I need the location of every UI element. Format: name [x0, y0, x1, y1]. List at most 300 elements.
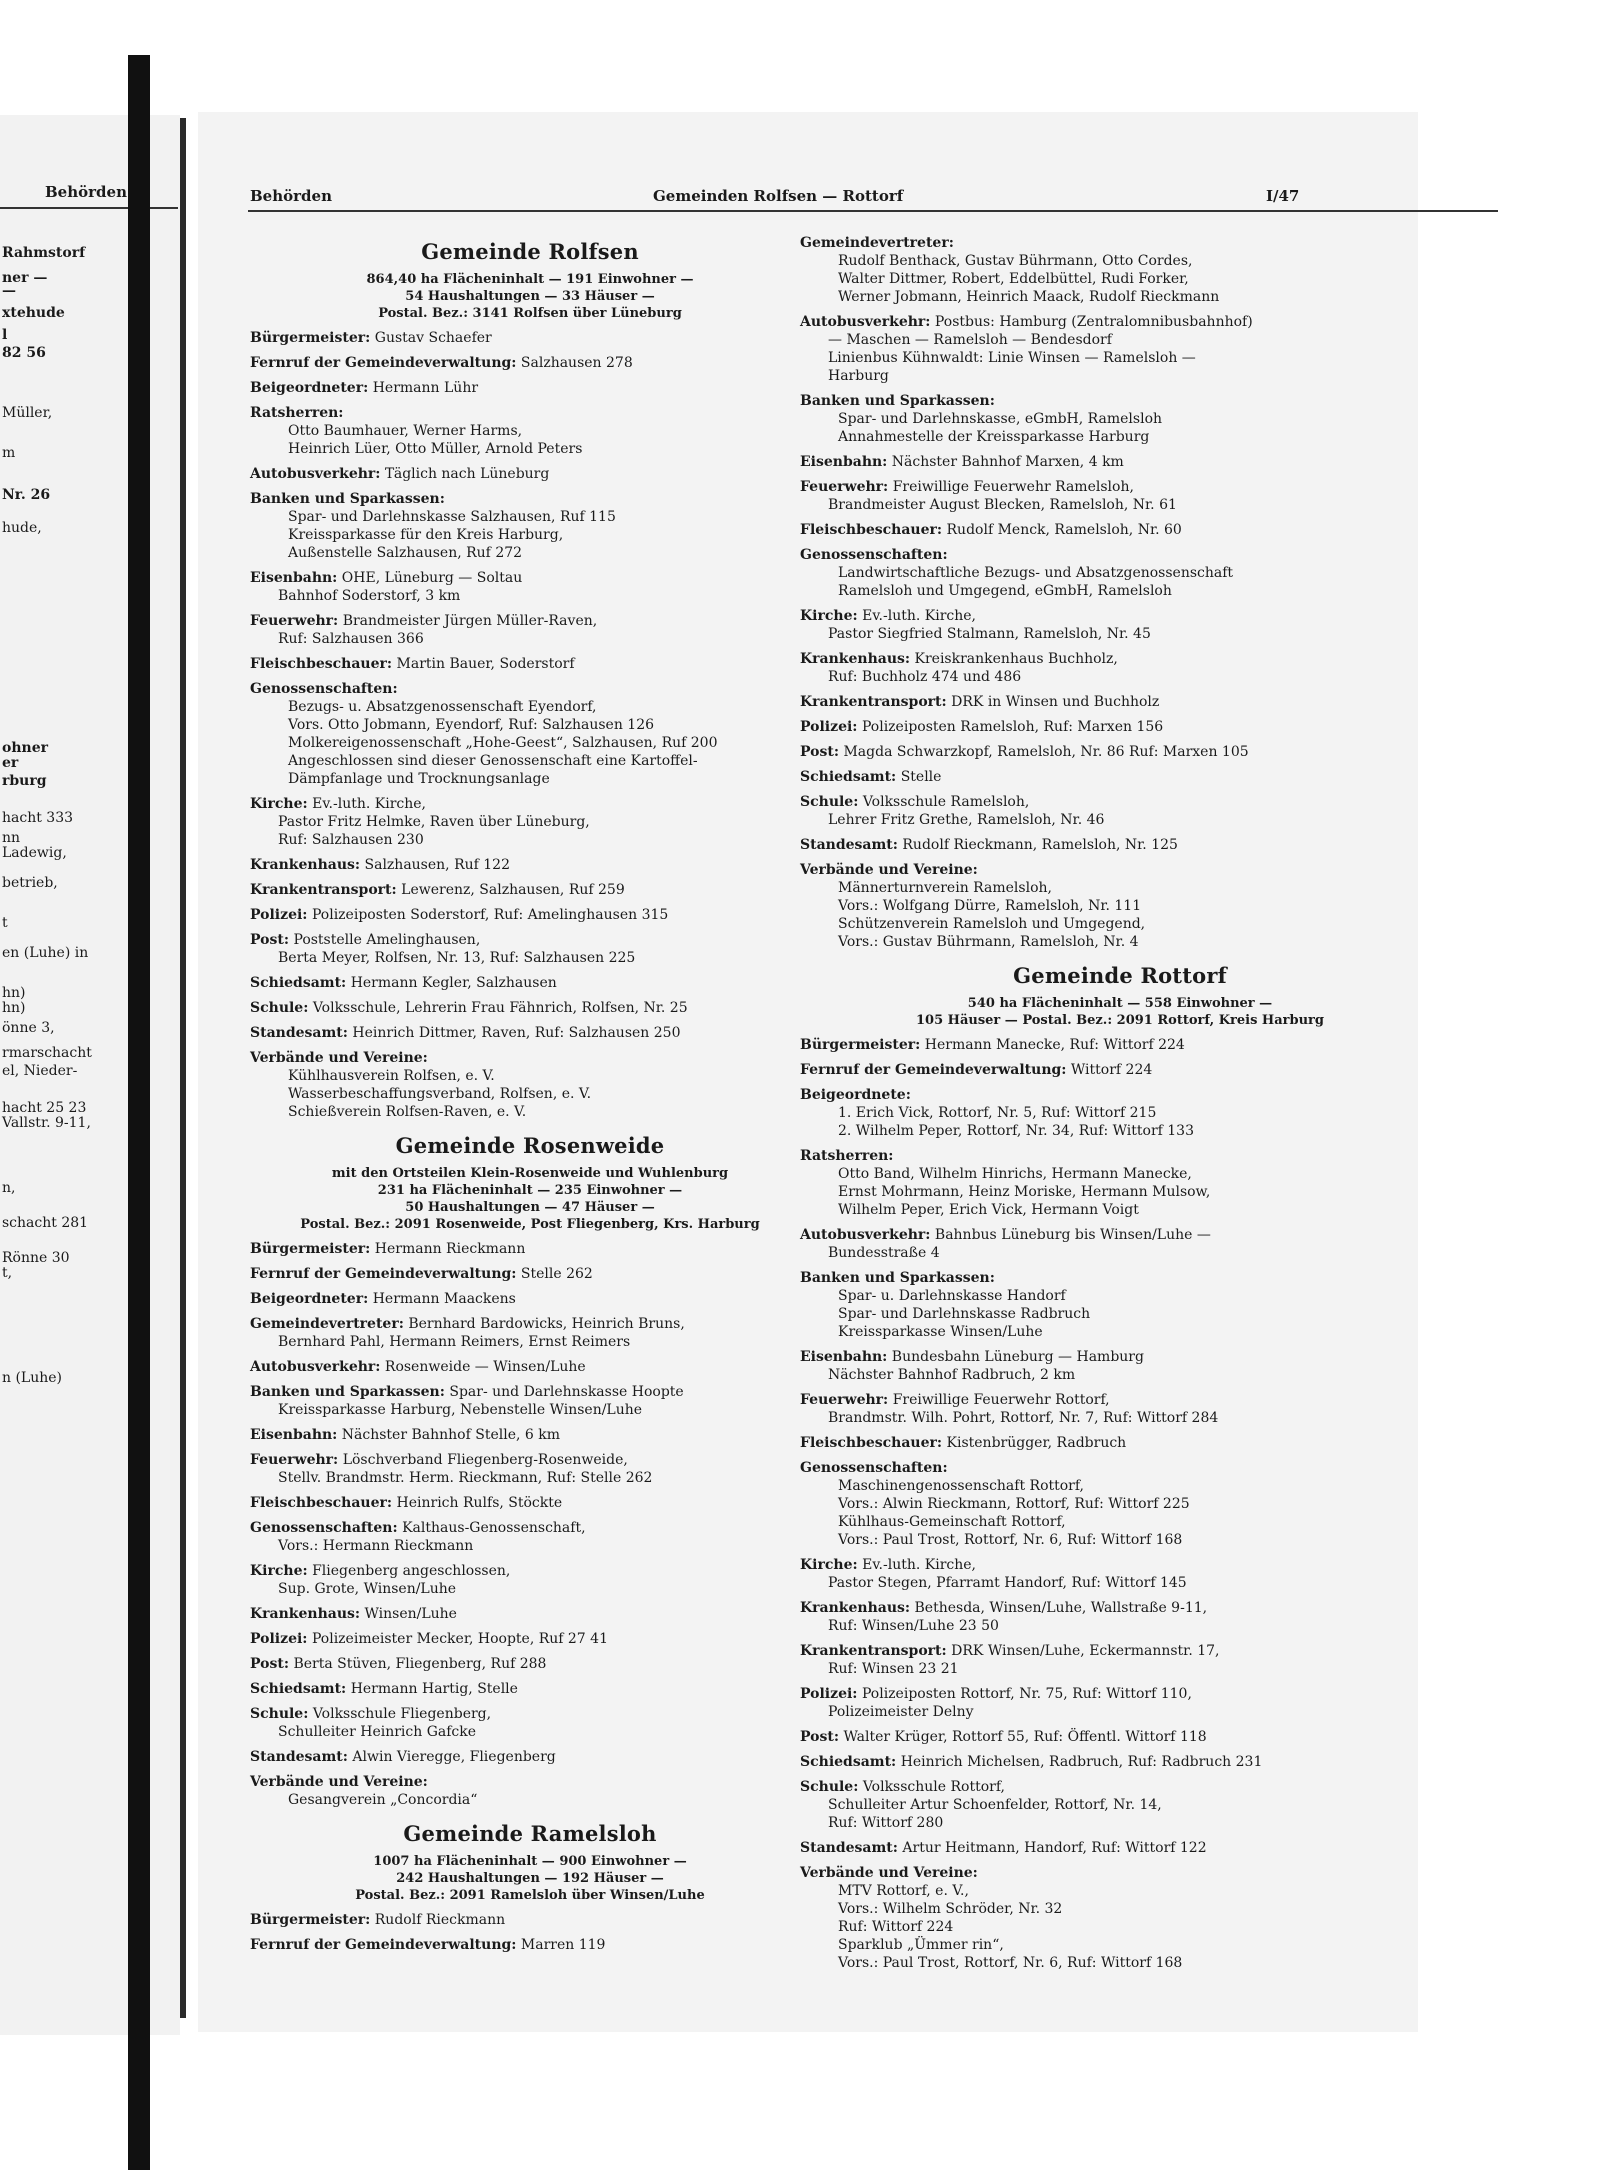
entry-first-line [800, 1061, 1440, 1079]
entry-value: Hermann Kegler, Salzhausen [350, 975, 557, 991]
entry-first-line [800, 1864, 1440, 1882]
entry-first-line [250, 1562, 810, 1580]
entry-detail-line: Heinrich Lüer, Otto Müller, Arnold Peters [288, 441, 583, 457]
entry-label: Schiedsamt: [250, 1681, 347, 1697]
entry-value: Poststelle Amelinghausen, [293, 932, 481, 948]
directory-entry [250, 1049, 810, 1121]
entry-label: Fernruf der Gemeindeverwaltung: [250, 1266, 517, 1282]
entry-label: Polizei: [800, 719, 858, 735]
entry-first-line [250, 1936, 810, 1954]
entry-first-line [250, 329, 810, 347]
entry-value: Heinrich Dittmer, Raven, Ruf: Salzhausen 250 [352, 1025, 681, 1041]
directory-entry [800, 793, 1440, 829]
entry-label: Fleischbeschauer: [800, 522, 943, 538]
entry-value: Brandmeister Jürgen Müller-Raven, [342, 613, 598, 629]
entry-value: Bernhard Bardowicks, Heinrich Bruns, [408, 1316, 685, 1332]
entry-first-line [250, 465, 810, 483]
directory-entry [800, 1753, 1440, 1771]
entry-label: Krankenhaus: [250, 857, 361, 873]
stats-line: 540 ha Flächeninhalt — 558 Einwohner — [967, 996, 1273, 1011]
directory-entry [250, 1265, 810, 1283]
entry-detail-line: Kreissparkasse Winsen/Luhe [838, 1324, 1043, 1340]
entry-first-line [250, 354, 810, 372]
entry-detail-line: Berta Meyer, Rolfsen, Nr. 13, Ruf: Salzhausen 225 [278, 950, 636, 966]
entry-detail-line: Spar- und Darlehnskasse Salzhausen, Ruf 115 [288, 509, 616, 525]
entry-detail-line: Spar- u. Darlehnskasse Handorf [838, 1288, 1066, 1304]
entry-label: Kirche: [800, 1557, 858, 1573]
entry-detail-line: Lehrer Fritz Grethe, Ramelsloh, Nr. 46 [828, 812, 1105, 828]
entry-label: Feuerwehr: [250, 1452, 339, 1468]
directory-entry [250, 1936, 810, 1954]
entry-value: Volksschule Fliegenberg, [312, 1706, 492, 1722]
entry-label: Fleischbeschauer: [250, 1495, 393, 1511]
entry-first-line [250, 1705, 810, 1723]
entry-detail-line: Gesangverein „Concordia“ [288, 1792, 478, 1808]
entry-first-line [250, 404, 810, 422]
entry-value: Kreiskrankenhaus Buchholz, [914, 651, 1118, 667]
entry-first-line [250, 1358, 810, 1376]
entry-value: Rudolf Rieckmann [374, 1912, 506, 1928]
entry-value: Stelle 262 [520, 1266, 593, 1282]
directory-entry [250, 569, 810, 605]
municipality-title: Gemeinde Rosenweide [395, 1133, 665, 1158]
entry-first-line [800, 1685, 1440, 1703]
entry-detail-line: Ruf: Wittorf 280 [828, 1815, 944, 1831]
entry-value: Bethesda, Winsen/Luhe, Wallstraße 9-11, [914, 1600, 1208, 1616]
directory-entry [250, 1451, 810, 1487]
directory-entry [800, 478, 1440, 514]
entry-first-line [250, 1426, 810, 1444]
entry-first-line [800, 1839, 1440, 1857]
stats-line: 1007 ha Flächeninhalt — 900 Einwohner — [373, 1854, 687, 1869]
directory-entry [800, 234, 1440, 306]
entry-detail-line: Harburg [828, 368, 889, 384]
left-fragment: m [2, 445, 16, 461]
directory-entry [250, 1290, 810, 1308]
entry-label: Genossenschaften: [800, 547, 948, 563]
entry-detail-line: Bundesstraße 4 [828, 1245, 940, 1261]
entry-first-line [250, 1655, 810, 1673]
directory-entry [800, 1599, 1440, 1635]
entry-label: Standesamt: [800, 1840, 898, 1856]
entry-label: Fernruf der Gemeindeverwaltung: [800, 1062, 1067, 1078]
entry-label: Bürgermeister: [250, 1241, 371, 1257]
entry-label: Beigeordneter: [250, 1291, 369, 1307]
entry-label: Gemeindevertreter: [250, 1316, 404, 1332]
entry-detail-line: Ramelsloh und Umgegend, eGmbH, Ramelsloh [838, 583, 1172, 599]
directory-entry [800, 1147, 1440, 1219]
entry-value: Hermann Hartig, Stelle [350, 1681, 518, 1697]
entry-first-line [250, 795, 810, 813]
entry-label: Feuerwehr: [250, 613, 339, 629]
entry-detail-line: Ruf: Salzhausen 366 [278, 631, 424, 647]
entry-detail-line: Schulleiter Artur Schoenfelder, Rottorf, Nr. 14, [828, 1797, 1162, 1813]
directory-entry [800, 521, 1440, 539]
directory-entry [800, 313, 1440, 385]
directory-entry [800, 1086, 1440, 1140]
entry-value: Ev.-luth. Kirche, [862, 1557, 977, 1573]
directory-entry [800, 546, 1440, 600]
entry-detail-line: Kreissparkasse für den Kreis Harburg, [288, 527, 564, 543]
entry-label: Kirche: [800, 608, 858, 624]
entry-value: Polizeiposten Ramelsloh, Ruf: Marxen 156 [861, 719, 1164, 735]
directory-entry [800, 1778, 1440, 1832]
entry-first-line [250, 1630, 810, 1648]
entry-value: Salzhausen, Ruf 122 [364, 857, 510, 873]
entry-label: Banken und Sparkassen: [800, 393, 995, 409]
entry-value: Polizeiposten Rottorf, Nr. 75, Ruf: Wittorf 110, [861, 1686, 1192, 1702]
entry-label: Krankentransport: [800, 694, 947, 710]
entry-detail-line: Ruf: Winsen 23 21 [828, 1661, 959, 1677]
running-head-center: Gemeinden Rolfsen — Rottorf [653, 187, 904, 205]
entry-value: Freiwillige Feuerwehr Rottorf, [892, 1392, 1110, 1408]
entry-detail-line: Spar- und Darlehnskasse Radbruch [838, 1306, 1091, 1322]
entry-detail-line: Linienbus Kühnwaldt: Linie Winsen — Ramelsloh — [828, 350, 1196, 366]
entry-detail-line: Ruf: Salzhausen 230 [278, 832, 424, 848]
entry-first-line [250, 1265, 810, 1283]
directory-entry [800, 1036, 1440, 1054]
entry-first-line [800, 1599, 1440, 1617]
entry-label: Kirche: [250, 796, 308, 812]
entry-label: Gemeindevertreter: [800, 235, 954, 251]
entry-first-line [250, 1290, 810, 1308]
directory-entry [250, 655, 810, 673]
entry-label: Krankentransport: [800, 1643, 947, 1659]
entry-first-line [800, 693, 1440, 711]
entry-first-line [250, 1773, 810, 1791]
entry-detail-line: Ruf: Wittorf 224 [838, 1919, 954, 1935]
entry-first-line [800, 1391, 1440, 1409]
entry-label: Feuerwehr: [800, 1392, 889, 1408]
entry-label: Post: [800, 1729, 840, 1745]
directory-entry [800, 1642, 1440, 1678]
entry-first-line [800, 1434, 1440, 1452]
entry-label: Eisenbahn: [250, 1427, 338, 1443]
stats-line: 50 Haushaltungen — 47 Häuser — [405, 1200, 655, 1215]
entry-value: Heinrich Michelsen, Radbruch, Ruf: Radbruch 231 [900, 1754, 1263, 1770]
entry-first-line [800, 836, 1440, 854]
entry-label: Beigeordneter: [250, 380, 369, 396]
entry-value: Volksschule, Lehrerin Frau Fähnrich, Rolfsen, Nr. 25 [312, 1000, 688, 1016]
entry-label: Genossenschaften: [800, 1460, 948, 1476]
entry-first-line [800, 392, 1440, 410]
entry-value: Rudolf Rieckmann, Ramelsloh, Nr. 125 [902, 837, 1178, 853]
directory-entry [250, 680, 810, 788]
entry-value: Ev.-luth. Kirche, [862, 608, 977, 624]
directory-entry [250, 1605, 810, 1623]
left-fragment: Nr. 26 [2, 487, 51, 503]
directory-entry [250, 906, 810, 924]
entry-first-line [250, 680, 810, 698]
entry-label: Genossenschaften: [250, 681, 398, 697]
entry-first-line [250, 999, 810, 1017]
entry-value: Täglich nach Lüneburg [384, 466, 550, 482]
entry-label: Verbände und Vereine: [250, 1050, 428, 1066]
entry-value: Hermann Manecke, Ruf: Wittorf 224 [924, 1037, 1185, 1053]
entry-detail-line: Schützenverein Ramelsloh und Umgegend, [838, 916, 1146, 932]
left-fragment: ner — [2, 270, 48, 286]
entry-label: Banken und Sparkassen: [800, 1270, 995, 1286]
stats-line: 864,40 ha Flächeninhalt — 191 Einwohner — [366, 272, 694, 287]
entry-label: Bürgermeister: [250, 1912, 371, 1928]
entry-detail-line: Wasserbeschaffungsverband, Rolfsen, e. V. [288, 1086, 592, 1102]
entry-first-line [800, 1086, 1440, 1104]
entry-detail-line: Schulleiter Heinrich Gafcke [278, 1724, 477, 1740]
entry-detail-line: Bahnhof Soderstorf, 3 km [278, 588, 461, 604]
entry-label: Feuerwehr: [800, 479, 889, 495]
entry-detail-line: Vors.: Hermann Rieckmann [278, 1538, 474, 1554]
directory-entry [800, 650, 1440, 686]
entry-value: Hermann Maackens [372, 1291, 516, 1307]
municipality-title: Gemeinde Rottorf [1013, 963, 1227, 988]
directory-entry [800, 1839, 1440, 1857]
stats-line: mit den Ortsteilen Klein-Rosenweide und Wuhlenburg [331, 1166, 729, 1181]
directory-entry [250, 1630, 810, 1648]
entry-value: Hermann Lühr [372, 380, 479, 396]
left-fragment: betrieb, [2, 875, 58, 891]
entry-label: Fleischbeschauer: [250, 656, 393, 672]
directory-entry [250, 974, 810, 992]
entry-first-line [250, 931, 810, 949]
entry-label: Verbände und Vereine: [800, 1865, 978, 1881]
entry-first-line [800, 478, 1440, 496]
entry-first-line [250, 1680, 810, 1698]
directory-entry [250, 490, 810, 562]
directory-entry [250, 1562, 810, 1598]
directory-entry [250, 379, 810, 397]
left-fragment: n (Luhe) [2, 1370, 63, 1386]
entry-label: Polizei: [800, 1686, 858, 1702]
directory-entry [250, 881, 810, 899]
entry-label: Schule: [800, 794, 859, 810]
running-head-left: Behörden [250, 187, 332, 205]
entry-first-line [250, 1240, 810, 1258]
entry-detail-line: Kühlhausverein Rolfsen, e. V. [288, 1068, 495, 1084]
entry-label: Polizei: [250, 1631, 308, 1647]
right-column [800, 227, 1440, 1972]
entry-detail-line: Molkereigenossenschaft „Hohe-Geest“, Salzhausen, Ruf 200 [288, 735, 718, 751]
entry-label: Autobusverkehr: [800, 1227, 931, 1243]
entry-detail-line: Walter Dittmer, Robert, Eddelbüttel, Rudi Forker, [838, 271, 1189, 287]
directory-entry [250, 404, 810, 458]
entry-value: Postbus: Hamburg (Zentralomnibusbahnhof) [934, 314, 1253, 330]
entry-label: Autobusverkehr: [250, 466, 381, 482]
entry-first-line [800, 1036, 1440, 1054]
entry-label: Krankenhaus: [250, 1606, 361, 1622]
entry-detail-line: Spar- und Darlehnskasse, eGmbH, Ramelsloh [838, 411, 1163, 427]
directory-entry [800, 1864, 1440, 1972]
directory-entry [250, 1383, 810, 1419]
entry-value: Bundesbahn Lüneburg — Hamburg [891, 1349, 1144, 1365]
entry-value: OHE, Lüneburg — Soltau [341, 570, 523, 586]
entry-detail-line: Bezugs- u. Absatzgenossenschaft Eyendorf, [288, 699, 597, 715]
entry-label: Schiedsamt: [250, 975, 347, 991]
entry-label: Ratsherren: [250, 405, 344, 421]
entry-first-line [800, 743, 1440, 761]
entry-value: Berta Stüven, Fliegenberg, Ruf 288 [293, 1656, 547, 1672]
municipality-stats [250, 271, 810, 322]
directory-entry [250, 999, 810, 1017]
entry-value: Martin Bauer, Soderstorf [396, 656, 575, 672]
entry-first-line [800, 546, 1440, 564]
entry-first-line [800, 453, 1440, 471]
entry-detail-line: Brandmstr. Wilh. Pohrt, Rottorf, Nr. 7, Ruf: Wittorf 284 [828, 1410, 1219, 1426]
entry-detail-line: MTV Rottorf, e. V., [838, 1883, 969, 1899]
entry-detail-line: Pastor Stegen, Pfarramt Handorf, Ruf: Wittorf 145 [828, 1575, 1187, 1591]
stats-line: Postal. Bez.: 3141 Rolfsen über Lüneburg [378, 306, 682, 321]
entry-value: Lewerenz, Salzhausen, Ruf 259 [401, 882, 625, 898]
directory-entry [800, 1061, 1440, 1079]
main-page [198, 112, 1418, 2032]
entry-value: Bahnbus Lüneburg bis Winsen/Luhe — [934, 1227, 1211, 1243]
entry-detail-line: Männerturnverein Ramelsloh, [838, 880, 1052, 896]
left-fragment: rburg [2, 773, 47, 789]
left-column [250, 227, 810, 1954]
entry-detail-line: Werner Jobmann, Heinrich Maack, Rudolf Rieckmann [838, 289, 1220, 305]
entry-value: Freiwillige Feuerwehr Ramelsloh, [892, 479, 1134, 495]
directory-entry [250, 795, 810, 849]
municipality-title: Gemeinde Ramelsloh [403, 1821, 657, 1846]
directory-entry [800, 1269, 1440, 1341]
entry-detail-line: Bernhard Pahl, Hermann Reimers, Ernst Reimers [278, 1334, 631, 1350]
entry-value: Kistenbrügger, Radbruch [946, 1435, 1127, 1451]
entry-label: Banken und Sparkassen: [250, 491, 445, 507]
entry-first-line [800, 793, 1440, 811]
left-page-header: Behörden [45, 183, 127, 201]
entry-detail-line: — Maschen — Ramelsloh — Bendesdorf [828, 332, 1112, 348]
left-fragment: rmarschacht [2, 1045, 92, 1061]
left-fragment: 82 56 [2, 345, 46, 361]
entry-value: Fliegenberg angeschlossen, [312, 1563, 511, 1579]
entry-value: Spar- und Darlehnskasse Hoopte [449, 1384, 684, 1400]
entry-label: Fernruf der Gemeindeverwaltung: [250, 1937, 517, 1953]
left-fragment: Müller, [2, 405, 53, 421]
entry-detail-line: Vors.: Wolfgang Dürre, Ramelsloh, Nr. 111 [838, 898, 1142, 914]
entry-detail-line: 1. Erich Vick, Rottorf, Nr. 5, Ruf: Wittorf 215 [838, 1105, 1157, 1121]
entry-first-line [250, 655, 810, 673]
entry-label: Fleischbeschauer: [800, 1435, 943, 1451]
entry-value: Rudolf Menck, Ramelsloh, Nr. 60 [946, 522, 1182, 538]
directory-entry [250, 1426, 810, 1444]
directory-entry [800, 1685, 1440, 1721]
left-fragment: hacht 25 23 [2, 1100, 87, 1116]
page-edge [180, 118, 186, 2018]
left-fragment: hn) [2, 985, 26, 1001]
entry-first-line [800, 521, 1440, 539]
entry-first-line [800, 1147, 1440, 1165]
entry-detail-line: Landwirtschaftliche Bezugs- und Absatzgenossenschaft [838, 565, 1234, 581]
directory-entry [800, 453, 1440, 471]
entry-first-line [250, 1383, 810, 1401]
entry-value: Heinrich Rulfs, Stöckte [396, 1495, 563, 1511]
stats-line: 105 Häuser — Postal. Bez.: 2091 Rottorf, Kreis Harburg [916, 1013, 1324, 1028]
directory-entry [250, 1315, 810, 1351]
entry-value: Ev.-luth. Kirche, [312, 796, 427, 812]
entry-first-line [800, 1753, 1440, 1771]
entry-label: Standesamt: [250, 1749, 348, 1765]
left-fragment: hn) [2, 1000, 26, 1016]
entry-label: Post: [250, 932, 290, 948]
entry-value: Löschverband Fliegenberg-Rosenweide, [342, 1452, 628, 1468]
entry-first-line [250, 1911, 810, 1929]
entry-detail-line: Vors.: Gustav Bührmann, Ramelsloh, Nr. 4 [838, 934, 1139, 950]
entry-first-line [800, 1556, 1440, 1574]
entry-detail-line: Wilhelm Peper, Erich Vick, Hermann Voigt [838, 1202, 1139, 1218]
entry-detail-line: Rudolf Benthack, Gustav Bührmann, Otto Cordes, [838, 253, 1193, 269]
entry-label: Krankenhaus: [800, 651, 911, 667]
entry-label: Bürgermeister: [250, 330, 371, 346]
entry-first-line [250, 974, 810, 992]
directory-entry [800, 836, 1440, 854]
directory-entry [250, 1655, 810, 1673]
entry-detail-line: Ruf: Buchholz 474 und 486 [828, 669, 1022, 685]
entry-first-line [250, 379, 810, 397]
entry-detail-line: Brandmeister August Blecken, Ramelsloh, Nr. 61 [828, 497, 1177, 513]
entry-value: Artur Heitmann, Handorf, Ruf: Wittorf 122 [902, 1840, 1207, 1856]
entry-value: Nächster Bahnhof Stelle, 6 km [341, 1427, 560, 1443]
left-fragment: hacht 333 [2, 810, 74, 826]
directory-entry [250, 612, 810, 648]
entry-value: Alwin Vieregge, Fliegenberg [352, 1749, 556, 1765]
entry-value: Rosenweide — Winsen/Luhe [384, 1359, 586, 1375]
entry-label: Polizei: [250, 907, 308, 923]
entry-detail-line: Polizeimeister Delny [828, 1704, 974, 1720]
municipality-stats [250, 1853, 810, 1904]
stats-line: 54 Haushaltungen — 33 Häuser — [405, 289, 655, 304]
left-fragment: Vallstr. 9-11, [2, 1115, 91, 1131]
entry-detail-line: Pastor Siegfried Stalmann, Ramelsloh, Nr. 45 [828, 626, 1151, 642]
directory-entry [800, 861, 1440, 951]
entry-detail-line: Schießverein Rolfsen-Raven, e. V. [288, 1104, 527, 1120]
entry-first-line [250, 1024, 810, 1042]
entry-detail-line: Vors.: Paul Trost, Rottorf, Nr. 6, Ruf: Wittorf 168 [838, 1532, 1183, 1548]
entry-detail-line: Annahmestelle der Kreissparkasse Harburg [838, 429, 1150, 445]
entry-value: DRK Winsen/Luhe, Eckermannstr. 17, [951, 1643, 1220, 1659]
directory-entry [250, 856, 810, 874]
entry-detail-line: Vors.: Paul Trost, Rottorf, Nr. 6, Ruf: Wittorf 168 [838, 1955, 1183, 1971]
entry-detail-line: Pastor Fritz Helmke, Raven über Lüneburg, [278, 814, 590, 830]
entry-label: Genossenschaften: [250, 1520, 398, 1536]
stats-line: Postal. Bez.: 2091 Rosenweide, Post Fliegenberg, Krs. Harburg [300, 1217, 760, 1232]
directory-entry [800, 1226, 1440, 1262]
entry-first-line [250, 490, 810, 508]
entry-label: Eisenbahn: [800, 454, 888, 470]
stats-line: 242 Haushaltungen — 192 Häuser — [396, 1871, 664, 1886]
directory-entry [800, 1391, 1440, 1427]
entry-label: Schiedsamt: [800, 769, 897, 785]
entry-label: Verbände und Vereine: [800, 862, 978, 878]
municipality-title: Gemeinde Rolfsen [421, 239, 639, 264]
entry-detail-line: Sup. Grote, Winsen/Luhe [278, 1581, 457, 1597]
entry-first-line [250, 1748, 810, 1766]
entry-detail-line: Angeschlossen sind dieser Genossenschaft eine Kartoffel- [288, 753, 698, 769]
left-fragment: Rahmstorf [2, 245, 86, 261]
left-fragment: schacht 281 [2, 1215, 89, 1231]
directory-entry [800, 718, 1440, 736]
stats-line: 231 ha Flächeninhalt — 235 Einwohner — [377, 1183, 683, 1198]
directory-entry [250, 1680, 810, 1698]
entry-label: Standesamt: [800, 837, 898, 853]
directory-entry [800, 1459, 1440, 1549]
municipality-stats [250, 1165, 810, 1233]
left-fragment: t, [2, 1265, 13, 1281]
entry-label: Standesamt: [250, 1025, 348, 1041]
entry-value: Salzhausen 278 [520, 355, 633, 371]
entry-detail-line: Maschinengenossenschaft Rottorf, [838, 1478, 1085, 1494]
entry-first-line [800, 607, 1440, 625]
directory-entry [250, 329, 810, 347]
left-fragment: en (Luhe) in [2, 945, 89, 961]
